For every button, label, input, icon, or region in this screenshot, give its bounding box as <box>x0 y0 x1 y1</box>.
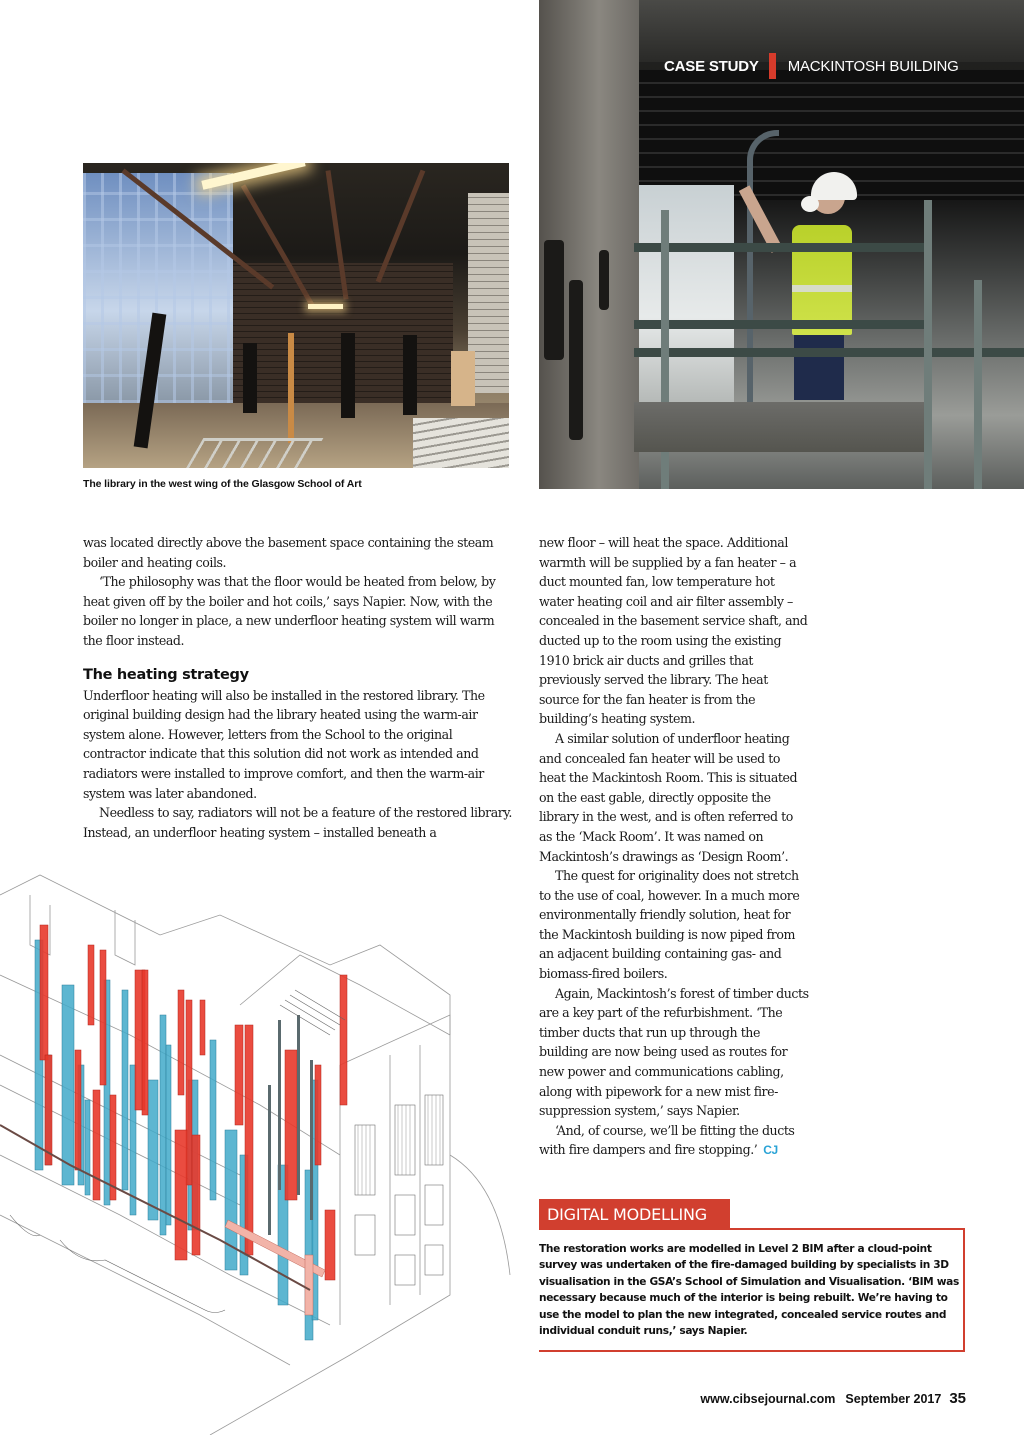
page-footer <box>700 1390 966 1407</box>
easel <box>288 333 294 443</box>
sidebar-body: The restoration works are modelled in Level 2 BIM after a cloud-point survey was undertaken of the fire-damaged building by specialists in 3D visualisation in the GSA’s School of Simulation and Visualisation. ‘BIM was necessary because much of the interior is being rebuilt. We’re having to use the model to plan the new integrated, concealed service routes and individual conduit runs,’ says Napier. <box>539 1243 959 1338</box>
subheading: The heating strategy <box>83 666 249 683</box>
paragraph: ‘The philosophy was that the floor would be heated from below, by heat given off by the boiler and hot coils,’ says Napier. Now, with the boiler no longer in place, a new underfloor heating system will warm the floor instead. <box>83 574 496 648</box>
section-label: CASE STUDY <box>664 57 759 75</box>
scaffold-deck <box>634 402 924 452</box>
paragraph: Underfloor heating will also be installed in the restored library. The original building design had the library heated using the warm-air system alone. However, letters from the School to the original contractor indicate that this solution did not work as intended and radiators were installed to improve comfort, and then the warm-air system was later abandoned. <box>83 687 485 801</box>
article-column-left <box>83 533 513 842</box>
sidebar-title: DIGITAL MODELLING <box>539 1199 730 1229</box>
end-mark: CJ <box>763 1143 778 1158</box>
fluorescent-light <box>201 163 305 190</box>
paragraph-final: ‘And, of course, we’ll be fitting the ducts with fire dampers and fire stopping.’ CJ <box>539 1122 795 1158</box>
paragraph: Needless to say, radiators will not be a feature of the restored library. Instead, an underfloor heating system – installed beneath a <box>83 805 512 840</box>
vacuum-hose <box>747 130 779 406</box>
paragraph: Again, Mackintosh’s forest of timber ducts are a key part of the refurbishment. ‘The timber ducts that run up through the building are now being used as routes for new power and communications cabling, along with pipework for a new mist fire-suppression system,’ says Napier. <box>539 985 809 1119</box>
topic-label: MACKINTOSH BUILDING <box>787 57 959 75</box>
paragraph: The quest for originality does not stretch to the use of coal, however. In a much more environmentally friendly solution, heat for the Mackintosh building is now piped from an adjacent building containing gas- and biomass-fired boilers. <box>539 868 800 982</box>
window-light <box>639 185 734 405</box>
bim-drawing <box>0 855 520 1435</box>
photo-caption: The library in the west wing of the Glasgow School of Art <box>83 478 362 490</box>
footer-url[interactable]: www.cibsejournal.com <box>700 1392 836 1406</box>
running-head <box>664 54 959 78</box>
page-number: 35 <box>949 1390 966 1407</box>
burnt-wall <box>539 0 639 489</box>
paragraph: A similar solution of underfloor heating and concealed fan heater will be used to heat the Mackintosh Room. This is situated on the east gable, directly opposite the library in the west, and is often referred to as the ‘Mack Room’. It was named on Mackintosh’s drawings as ‘Design Room’. <box>539 730 798 864</box>
article-column-right <box>539 533 809 1161</box>
running-head-divider <box>769 53 776 79</box>
footer-date: September 2017 <box>845 1392 942 1406</box>
library-photo <box>83 163 509 468</box>
paragraph: was located directly above the basement space containing the steam boiler and heating coils. <box>83 535 494 570</box>
paragraph: new floor – will heat the space. Additional warmth will be supplied by a fan heater – a duct mounted fan, low temperature hot water heating coil and air filter assembly – concealed in the basement service shaft, and ducted up to the room using the existing 1910 brick air ducts and grilles that previously served the library. The heat source for the fan heater is from the building’s heating system. <box>539 535 808 727</box>
